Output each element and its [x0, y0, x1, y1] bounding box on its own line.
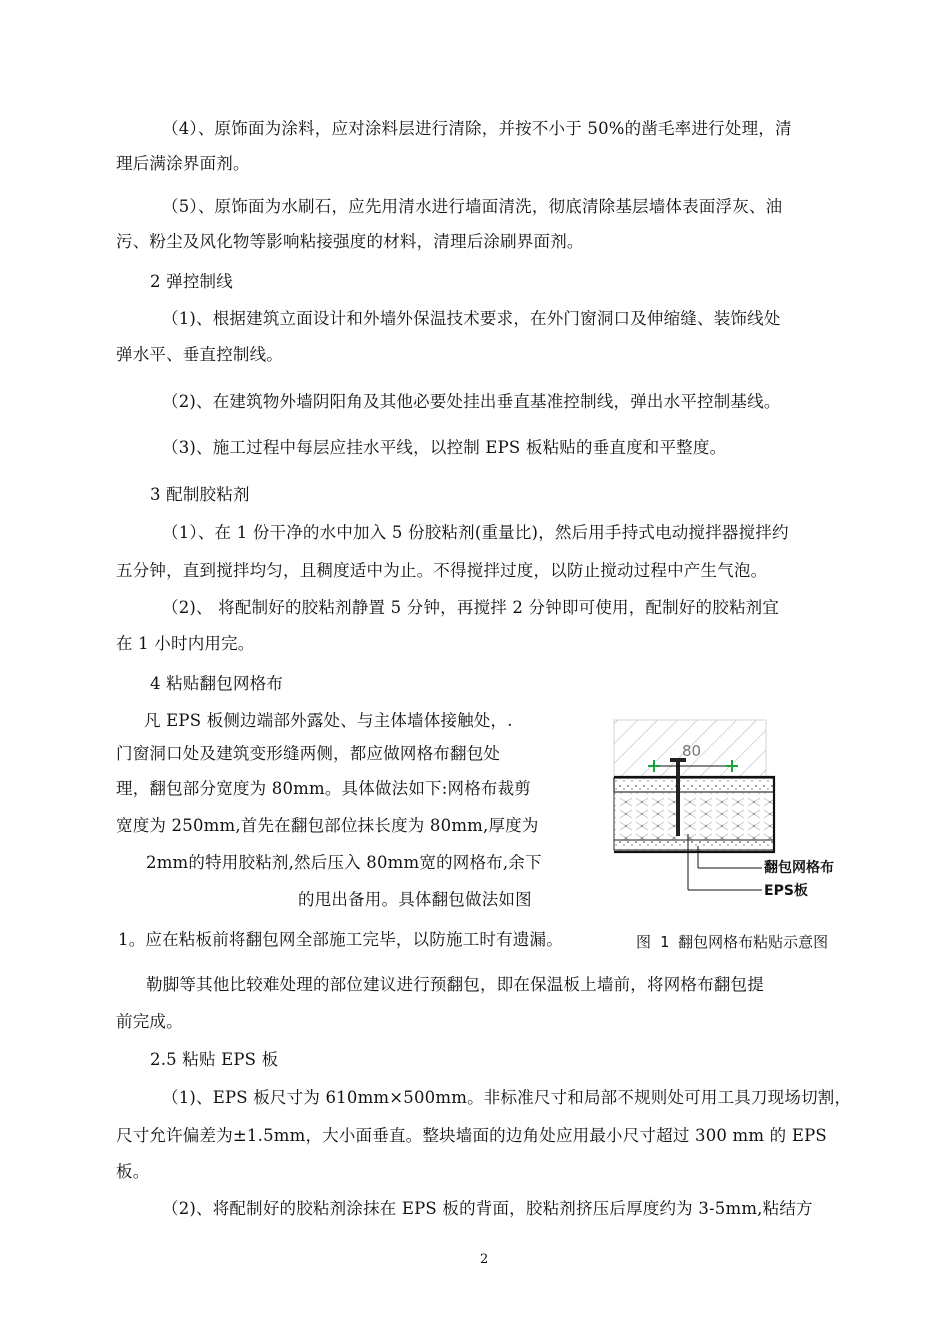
- paragraph-line: （2)、将配制好的胶粘剂涂抹在 EPS 板的背面，胶粘剂挤压后厚度约为 3-5mm,粘结方: [162, 1199, 813, 1218]
- figure-diagram: [586, 712, 846, 912]
- section-heading: 2 弹控制线: [150, 272, 233, 291]
- paragraph-line: （1)、EPS 板尺寸为 610mm×500mm。非标准尺寸和局部不规则处可用工具刀现场切割，: [162, 1088, 852, 1107]
- paragraph-line: 五分钟，直到搅拌均匀，且稠度适中为止。不得搅拌过度，以防止搅动过程中产生气泡。: [116, 561, 768, 580]
- section-heading: 2.5 粘贴 EPS 板: [150, 1050, 279, 1069]
- paragraph-line: （2)、在建筑物外墙阴阳角及其他必要处挂出垂直基准控制线，弹出水平控制基线。: [162, 392, 781, 411]
- eps-board: [614, 792, 774, 840]
- dimension-label: 80: [682, 742, 702, 760]
- paragraph-line: 2mm的特用胶粘剂,然后压入 80mm宽的网格布,余下: [146, 853, 542, 872]
- paragraph-line: 的甩出备用。具体翻包做法如图: [298, 890, 532, 909]
- paragraph-line: （3)、施工过程中每层应挂水平线，以控制 EPS 板粘贴的垂直度和平整度。: [162, 438, 727, 457]
- paragraph-line: 板。: [116, 1162, 150, 1181]
- paragraph-line: 理后满涂界面剂。: [116, 154, 250, 173]
- label-mesh: 翻包网格布: [764, 860, 834, 876]
- adhesive-layer: [614, 778, 774, 792]
- paragraph-line: 宽度为 250mm,首先在翻包部位抹长度为 80mm,厚度为: [116, 816, 539, 835]
- paragraph-line: （2)、 将配制好的胶粘剂静置 5 分钟，再搅拌 2 分钟即可使用，配制好的胶粘剂宜: [162, 598, 780, 617]
- section-heading: 3 配制胶粘剂: [150, 485, 250, 504]
- paragraph-line: 尺寸允许偏差为±1.5mm，大小面垂直。整块墙面的边角处应用最小尺寸超过 300 mm 的 EPS: [116, 1126, 827, 1145]
- paragraph-line: 勒脚等其他比较难处理的部位建议进行预翻包，即在保温板上墙前，将网格布翻包提: [146, 975, 764, 994]
- section-heading: 4 粘贴翻包网格布: [150, 674, 284, 693]
- paragraph-line: 前完成。: [116, 1012, 183, 1031]
- paragraph-line: （1)、根据建筑立面设计和外墙外保温技术要求，在外门窗洞口及伸缩缝、装饰线处: [162, 309, 781, 328]
- paragraph-line: 污、粉尘及风化物等影响粘接强度的材料，清理后涂刷界面剂。: [116, 232, 584, 251]
- page-number: 2: [480, 1252, 489, 1267]
- label-eps: EPS板: [764, 883, 808, 899]
- paragraph-line: 弹水平、垂直控制线。: [116, 345, 283, 364]
- paragraph-line: （1）、在 1 份干净的水中加入 5 份胶粘剂(重量比)，然后用手持式电动搅拌器搅拌约: [162, 523, 789, 542]
- figure-caption: 图 1 翻包网格布粘贴示意图: [636, 933, 829, 951]
- paragraph-line: （5）、原饰面为水刷石，应先用清水进行墙面清洗，彻底清除基层墙体表面浮灰、油: [162, 197, 783, 216]
- paragraph-line: 1。应在粘板前将翻包网全部施工完毕，以防施工时有遗漏。: [118, 930, 563, 949]
- paragraph-line: 门窗洞口处及建筑变形缝两侧，都应做网格布翻包处: [116, 744, 501, 763]
- paragraph-line: 在 1 小时内用完。: [116, 634, 255, 653]
- paragraph-line: （4）、原饰面为涂料，应对涂料层进行清除，并按不小于 50%的凿毛率进行处理，清: [162, 119, 792, 138]
- paragraph-line: 凡 EPS 板侧边端部外露处、与主体墙体接触处，.: [144, 711, 513, 730]
- paragraph-line: 理，翻包部分宽度为 80mm。具体做法如下:网格布裁剪: [116, 779, 531, 798]
